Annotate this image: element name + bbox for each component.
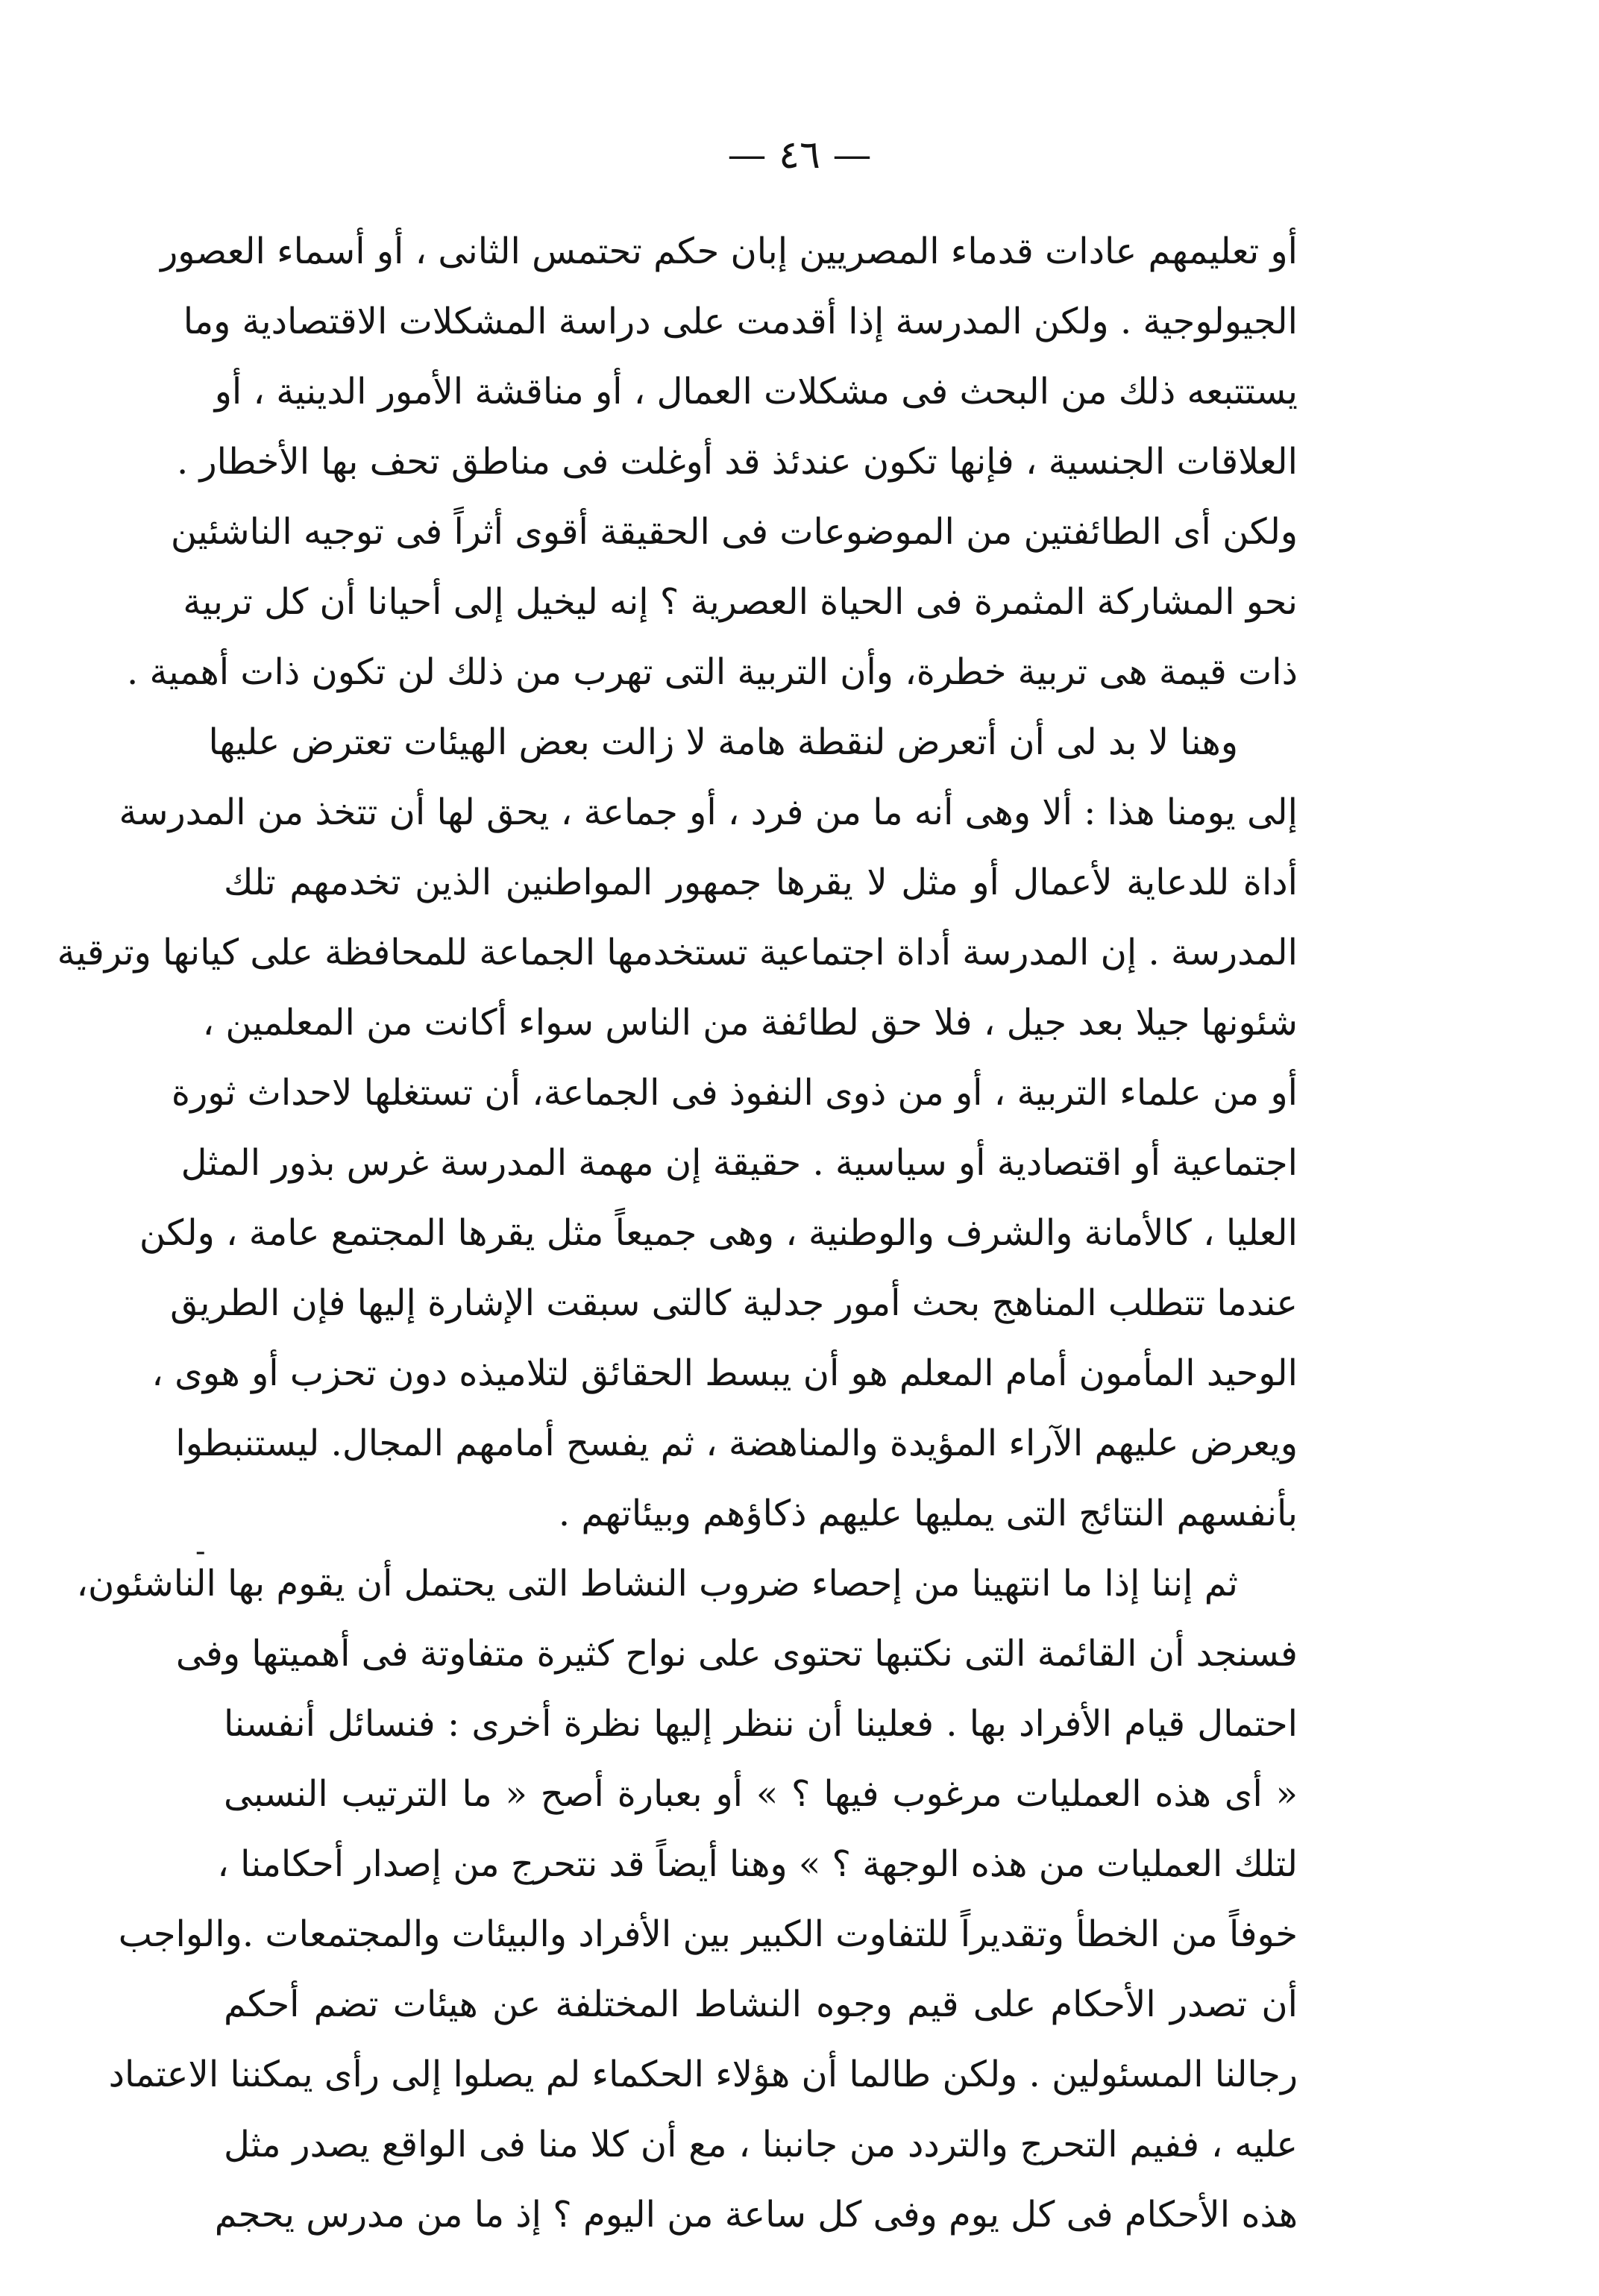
text-line: ولكن أى الطائفتين من الموضوعات فى الحقيقة أقوى أثراً فى توجيه الناشئين [170,511,1298,553]
text-line: رجالنا المسئولين . ولكن طالما أن هؤلاء الحكماء لم يصلوا إلى رأى يمكننا الاعتماد [108,2054,1298,2095]
text-line: فسنجد أن القائمة التى نكتبها تحتوى على نواح كثيرة متفاوتة فى أهميتها وفى [175,1633,1298,1675]
body-text [57,216,1298,2250]
text-line: نحو المشاركة المثمرة فى الحياة العصرية ؟ إنه ليخيل إلى أحيانا أن كل تربية [183,581,1298,623]
text-line: أن تصدر الأحكام على قيم وجوه النشاط المختلفة عن هيئات تضم أحكم [224,1983,1298,2025]
text-line: لتلك العمليات من هذه الوجهة ؟ » وهنا أيضاً قد نتحرج من إصدار أحكامنا ، [217,1843,1298,1885]
text-line: عليه ، ففيم التحرج والتردد من جانبنا ، مع أن كلا منا فى الواقع يصدر مثل [224,2124,1298,2165]
text-line: أو من علماء التربية ، أو من ذوى النفوذ فى الجماعة، أن تستغلها لاحداث ثورة [171,1072,1298,1114]
text-line: ذات قيمة هى تربية خطرة، وأن التربية التى تهرب من ذلك لن تكون ذات أهمية . [126,651,1298,693]
text-line: هذه الأحكام فى كل يوم وفى كل ساعة من اليوم ؟ إذ ما من مدرس يحجم [214,2194,1298,2236]
margin-mark: - [195,1534,206,1569]
text-line: العلاقات الجنسية ، فإنها تكون عندئذ قد أوغلت فى مناطق تحف بها الأخطار . [176,441,1298,483]
text-line: العليا ، كالأمانة والشرف والوطنية ، وهى جميعاً مثل يقرها المجتمع عامة ، ولكن [139,1212,1298,1254]
text-line: المدرسة . إن المدرسة أداة اجتماعية تستخدمها الجماعة للمحافظة على كيانها وترقية [57,932,1298,973]
text-line: الجيولوجية . ولكن المدرسة إذا أقدمت على دراسة المشكلات الاقتصادية وما [183,301,1298,342]
text-line: احتمال قيام الأفراد بها . فعلينا أن ننظر إليها نظرة أخرى : فنسائل أنفسنا [224,1703,1298,1745]
text-line: بأنفسهم النتائج التى يمليها عليهم ذكاؤهم وبيئاتهم . [558,1493,1298,1534]
text-line: أو تعليمهم عادات قدماء المصريين إبان حكم تحتمس الثانى ، أو أسماء العصور [160,230,1298,272]
text-line: وهنا لا بد لى أن أتعرض لنقطة هامة لا زالت بعض الهيئات تعترض عليها [208,721,1238,763]
text-line: يستتبعه ذلك من البحث فى مشكلات العمال ، أو مناقشة الأمور الدينية ، أو [214,371,1298,413]
text-line: عندما تتطلب المناهج بحث أمور جدلية كالتى سبقت الإشارة إليها فإن الطريق [170,1282,1298,1324]
text-line: إلى يومنا هذا : ألا وهى أنه ما من فرد ، أو جماعة ، يحق لها أن تتخذ من المدرسة [119,791,1298,833]
text-line: أداة للدعاية لأعمال أو مثل لا يقرها جمهور المواطنين الذين تخدمهم تلك [224,862,1298,903]
text-line: اجتماعية أو اقتصادية أو سياسية . حقيقة إن مهمة المدرسة غرس بذور المثل [180,1142,1298,1184]
text-line: خوفاً من الخطأ وتقديراً للتفاوت الكبير بين الأفراد والبيئات والمجتمعات .والواجب [118,1913,1298,1955]
text-line: « أى هذه العمليات مرغوب فيها ؟ » أو بعبارة أصح « ما الترتيب النسبى [224,1773,1298,1815]
text-line: ثم إننا إذا ما انتهينا من إحصاء ضروب النشاط التى يحتمل أن يقوم بها الناشئون، [76,1563,1238,1605]
text-line: ويعرض عليهم الآراء المؤيدة والمناهضة ، ثم يفسح أمامهم المجال. ليستنبطوا [175,1423,1298,1464]
text-line: الوحيد المأمون أمام المعلم هو أن يبسط الحقائق لتلاميذه دون تحزب أو هوى ، [151,1352,1298,1394]
text-line: شئونها جيلا بعد جيل ، فلا حق لطائفة من الناس سواء أكانت من المعلمين ، [202,1002,1298,1044]
page-number: — ٤٦ — [727,133,872,178]
